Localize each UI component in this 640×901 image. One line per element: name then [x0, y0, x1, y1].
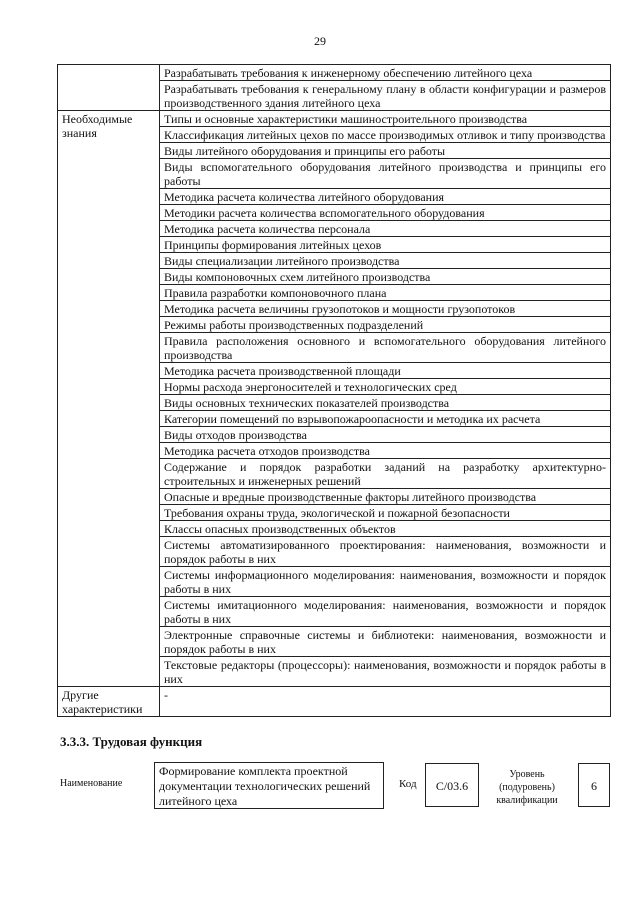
requirement-cell: Виды основных технических показателей производства [160, 395, 611, 411]
requirement-cell: Методики расчета количества вспомогательного оборудования [160, 205, 611, 221]
requirement-cell: Виды вспомогательного оборудования литейного производства и принципы его работы [160, 159, 611, 189]
requirement-cell: - [160, 687, 611, 717]
labor-function-name: Формирование комплекта проектной документации технологических решений литейного цеха [154, 762, 384, 809]
requirement-cell: Правила расположения основного и вспомогательного оборудования литейного производства [160, 333, 611, 363]
requirement-cell: Электронные справочные системы и библиотеки: наименования, возможности и порядок работы в них [160, 627, 611, 657]
category-cell: Необходимые знания [58, 111, 160, 687]
requirement-cell: Категории помещений по взрывопожароопасности и методика их расчета [160, 411, 611, 427]
requirement-cell: Системы информационного моделирования: наименования, возможности и порядок работы в них [160, 567, 611, 597]
requirement-cell: Виды отходов производства [160, 427, 611, 443]
requirement-cell: Системы автоматизированного проектирования: наименования, возможности и порядок работы в них [160, 537, 611, 567]
page-number: 29 [314, 34, 326, 48]
requirement-cell: Методика расчета количества литейного оборудования [160, 189, 611, 205]
labor-function-code-label: Код [399, 778, 417, 790]
qualification-level-label: Уровень (подуровень) квалификации [496, 769, 558, 806]
requirements-table-body [58, 65, 611, 717]
requirement-cell: Разрабатывать требования к генеральному плану в области конфигурации и размеров производственного здания литейного цеха [160, 81, 611, 111]
requirement-cell: Методика расчета величины грузопотоков и мощности грузопотоков [160, 301, 611, 317]
requirement-cell: Системы имитационного моделирования: наименования, возможности и порядок работы в них [160, 597, 611, 627]
requirement-cell: Классификация литейных цехов по массе производимых отливок и типу производства [160, 127, 611, 143]
section-title: 3.3.3. Трудовая функция [60, 734, 203, 749]
table-row [58, 65, 611, 81]
requirement-cell: Содержание и порядок разработки заданий на разработку архитектурно-строительных и инженерных решений [160, 459, 611, 489]
requirement-cell: Требования охраны труда, экологической и пожарной безопасности [160, 505, 611, 521]
requirement-cell: Методика расчета отходов производства [160, 443, 611, 459]
requirement-cell: Виды литейного оборудования и принципы его работы [160, 143, 611, 159]
requirement-cell: Текстовые редакторы (процессоры): наименования, возможности и порядок работы в них [160, 657, 611, 687]
requirement-cell: Виды специализации литейного производства [160, 253, 611, 269]
requirement-cell: Правила разработки компоновочного плана [160, 285, 611, 301]
table-row [58, 687, 611, 717]
requirement-cell: Классы опасных производственных объектов [160, 521, 611, 537]
requirement-cell: Методика расчета количества персонала [160, 221, 611, 237]
requirement-cell: Режимы работы производственных подразделений [160, 317, 611, 333]
labor-function-code: С/03.6 [425, 763, 479, 807]
requirements-table [57, 64, 611, 717]
qualification-level: 6 [578, 763, 610, 807]
category-cell: Другие характеристики [58, 687, 160, 717]
requirement-cell: Типы и основные характеристики машиностроительного производства [160, 111, 611, 127]
category-cell [58, 65, 160, 111]
table-row [58, 111, 611, 127]
requirement-cell: Нормы расхода энергоносителей и технологических сред [160, 379, 611, 395]
labor-function-name-label: Наименование [60, 778, 123, 789]
requirement-cell: Принципы формирования литейных цехов [160, 237, 611, 253]
requirement-cell: Разрабатывать требования к инженерному обеспечению литейного цеха [160, 65, 611, 81]
requirement-cell: Опасные и вредные производственные факторы литейного производства [160, 489, 611, 505]
requirement-cell: Методика расчета производственной площади [160, 363, 611, 379]
requirement-cell: Виды компоновочных схем литейного производства [160, 269, 611, 285]
